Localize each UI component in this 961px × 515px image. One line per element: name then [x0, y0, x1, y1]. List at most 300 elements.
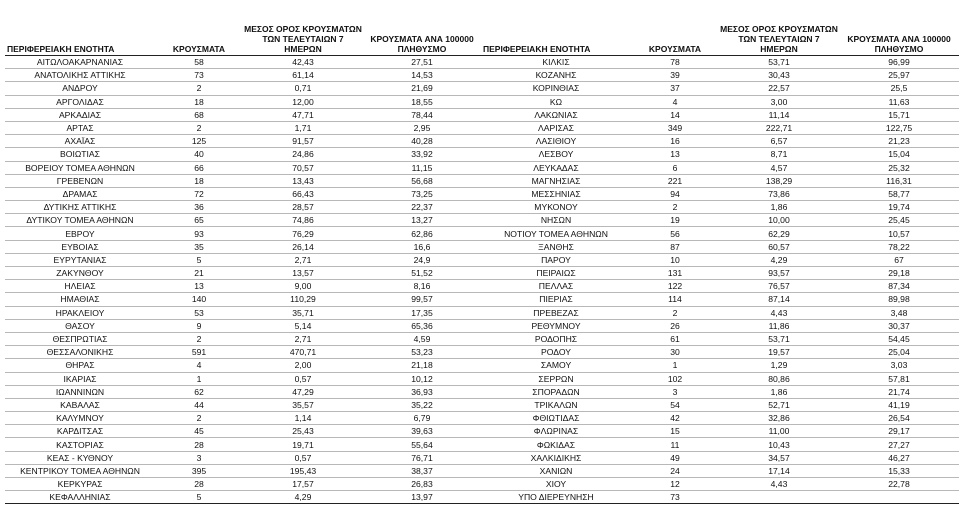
left-avg7-cell: 0,57	[243, 451, 363, 464]
left-region-cell: ΑΡΤΑΣ	[5, 121, 155, 134]
right-per100k-cell: 15,71	[839, 108, 959, 121]
left-per100k-header: ΚΡΟΥΣΜΑΤΑ ΑΝΑ 100000 ΠΛΗΘΥΣΜΟ	[363, 12, 481, 56]
left-region-cell: ΚΑΣΤΟΡΙΑΣ	[5, 438, 155, 451]
left-cases-header: ΚΡΟΥΣΜΑΤΑ	[155, 12, 243, 56]
right-cases-cell: 37	[631, 82, 719, 95]
left-avg7-cell: 9,00	[243, 280, 363, 293]
table-row	[5, 280, 959, 293]
right-avg7-cell: 6,57	[719, 135, 839, 148]
table-row	[5, 253, 959, 266]
left-region-cell: ΕΥΡΥΤΑΝΙΑΣ	[5, 253, 155, 266]
left-avg7-cell: 12,00	[243, 95, 363, 108]
left-per100k-cell: 21,18	[363, 359, 481, 372]
right-region-cell: ΦΛΩΡΙΝΑΣ	[481, 425, 631, 438]
left-per100k-cell: 62,86	[363, 227, 481, 240]
right-region-cell: ΛΑΚΩΝΙΑΣ	[481, 108, 631, 121]
right-per100k-cell: 21,74	[839, 385, 959, 398]
right-region-cell: ΡΟΔΟΥ	[481, 346, 631, 359]
right-cases-cell: 3	[631, 385, 719, 398]
right-region-cell: ΚΩ	[481, 95, 631, 108]
right-region-cell: ΥΠΟ ΔΙΕΡΕΥΝΗΣΗ	[481, 491, 631, 504]
right-per100k-cell: 67	[839, 253, 959, 266]
left-region-cell: ΚΕΑΣ - ΚΥΘΝΟΥ	[5, 451, 155, 464]
left-per100k-cell: 24,9	[363, 253, 481, 266]
left-cases-cell: 21	[155, 267, 243, 280]
left-cases-cell: 13	[155, 280, 243, 293]
right-per100k-cell: 25,97	[839, 69, 959, 82]
right-cases-cell: 10	[631, 253, 719, 266]
left-region-cell: ΖΑΚΥΝΘΟΥ	[5, 267, 155, 280]
left-cases-cell: 3	[155, 451, 243, 464]
left-avg7-cell: 2,00	[243, 359, 363, 372]
left-region-cell: ΘΕΣΣΑΛΟΝΙΚΗΣ	[5, 346, 155, 359]
right-region-cell: ΣΑΜΟΥ	[481, 359, 631, 372]
right-cases-cell: 78	[631, 56, 719, 69]
left-avg7-cell: 47,29	[243, 385, 363, 398]
right-region-cell: ΝΟΤΙΟΥ ΤΟΜΕΑ ΑΘΗΝΩΝ	[481, 227, 631, 240]
left-cases-cell: 2	[155, 121, 243, 134]
left-avg7-cell: 76,29	[243, 227, 363, 240]
left-per100k-cell: 36,93	[363, 385, 481, 398]
left-avg7-cell: 13,43	[243, 174, 363, 187]
right-region-cell: ΛΑΣΙΘΙΟΥ	[481, 135, 631, 148]
right-cases-cell: 131	[631, 267, 719, 280]
left-avg7-cell: 74,86	[243, 214, 363, 227]
right-avg7-cell: 87,14	[719, 293, 839, 306]
right-region-cell: ΜΥΚΟΝΟΥ	[481, 201, 631, 214]
right-avg7-cell: 1,86	[719, 385, 839, 398]
table-row	[5, 267, 959, 280]
table-row	[5, 319, 959, 332]
left-cases-cell: 62	[155, 385, 243, 398]
table-row	[5, 346, 959, 359]
right-per100k-cell: 78,22	[839, 240, 959, 253]
right-per100k-cell: 57,81	[839, 372, 959, 385]
table-row	[5, 201, 959, 214]
left-cases-cell: 140	[155, 293, 243, 306]
right-avg7-cell: 19,57	[719, 346, 839, 359]
right-region-cell: ΛΕΣΒΟΥ	[481, 148, 631, 161]
left-avg7-cell: 70,57	[243, 161, 363, 174]
left-cases-cell: 65	[155, 214, 243, 227]
right-avg7-cell: 11,00	[719, 425, 839, 438]
left-cases-cell: 5	[155, 491, 243, 504]
left-per100k-cell: 55,64	[363, 438, 481, 451]
left-per100k-cell: 39,63	[363, 425, 481, 438]
right-cases-cell: 87	[631, 240, 719, 253]
left-region-cell: ΑΝΑΤΟΛΙΚΗΣ ΑΤΤΙΚΗΣ	[5, 69, 155, 82]
right-region-header: ΠΕΡΙΦΕΡΕΙΑΚΗ ΕΝΟΤΗΤΑ	[481, 12, 631, 56]
right-avg7-cell: 11,14	[719, 108, 839, 121]
left-cases-cell: 72	[155, 187, 243, 200]
right-avg7-cell: 138,29	[719, 174, 839, 187]
left-per100k-cell: 40,28	[363, 135, 481, 148]
table-row	[5, 121, 959, 134]
left-region-cell: ΗΛΕΙΑΣ	[5, 280, 155, 293]
right-per100k-cell: 41,19	[839, 398, 959, 411]
right-avg7-cell: 1,29	[719, 359, 839, 372]
right-region-cell: ΧΑΛΚΙΔΙΚΗΣ	[481, 451, 631, 464]
right-cases-cell: 4	[631, 95, 719, 108]
left-avg7-cell: 19,71	[243, 438, 363, 451]
left-per100k-cell: 65,36	[363, 319, 481, 332]
left-region-cell: ΑΙΤΩΛΟΑΚΑΡΝΑΝΙΑΣ	[5, 56, 155, 69]
left-avg7-cell: 0,57	[243, 372, 363, 385]
left-cases-cell: 18	[155, 95, 243, 108]
right-region-cell: ΜΑΓΝΗΣΙΑΣ	[481, 174, 631, 187]
left-per100k-cell: 38,37	[363, 464, 481, 477]
right-region-cell: ΦΩΚΙΔΑΣ	[481, 438, 631, 451]
right-avg7-cell: 8,71	[719, 148, 839, 161]
right-cases-cell: 39	[631, 69, 719, 82]
left-avg7-cell: 35,57	[243, 398, 363, 411]
table-row	[5, 148, 959, 161]
left-region-cell: ΚΑΛΥΜΝΟΥ	[5, 412, 155, 425]
table-row	[5, 293, 959, 306]
table-row	[5, 306, 959, 319]
right-region-cell: ΠΙΕΡΙΑΣ	[481, 293, 631, 306]
right-per100k-cell: 29,18	[839, 267, 959, 280]
right-cases-cell: 30	[631, 346, 719, 359]
right-per100k-cell: 15,04	[839, 148, 959, 161]
right-avg7-cell	[719, 491, 839, 504]
right-per100k-cell: 22,78	[839, 478, 959, 491]
left-per100k-cell: 26,83	[363, 478, 481, 491]
right-region-cell: ΛΑΡΙΣΑΣ	[481, 121, 631, 134]
right-cases-cell: 102	[631, 372, 719, 385]
left-region-cell: ΚΑΡΔΙΤΣΑΣ	[5, 425, 155, 438]
left-per100k-cell: 11,15	[363, 161, 481, 174]
left-per100k-cell: 99,57	[363, 293, 481, 306]
right-region-cell: ΚΟΡΙΝΘΙΑΣ	[481, 82, 631, 95]
table-body	[5, 56, 959, 504]
right-cases-header: ΚΡΟΥΣΜΑΤΑ	[631, 12, 719, 56]
left-avg7-cell: 13,57	[243, 267, 363, 280]
table-row	[5, 372, 959, 385]
right-region-cell: ΧΙΟΥ	[481, 478, 631, 491]
right-region-cell: ΡΟΔΟΠΗΣ	[481, 332, 631, 345]
right-region-cell: ΦΘΙΩΤΙΔΑΣ	[481, 412, 631, 425]
left-per100k-cell: 18,55	[363, 95, 481, 108]
left-avg7-cell: 24,86	[243, 148, 363, 161]
right-avg7-cell: 4,43	[719, 478, 839, 491]
right-per100k-cell: 10,57	[839, 227, 959, 240]
left-per100k-cell: 33,92	[363, 148, 481, 161]
left-avg7-cell: 25,43	[243, 425, 363, 438]
left-cases-cell: 2	[155, 82, 243, 95]
right-region-cell: ΠΕΙΡΑΙΩΣ	[481, 267, 631, 280]
left-cases-cell: 2	[155, 332, 243, 345]
left-region-cell: ΕΥΒΟΙΑΣ	[5, 240, 155, 253]
right-per100k-cell: 87,34	[839, 280, 959, 293]
right-avg7-cell: 32,86	[719, 412, 839, 425]
right-avg7-cell: 4,57	[719, 161, 839, 174]
right-per100k-cell: 25,32	[839, 161, 959, 174]
left-avg7-cell: 28,57	[243, 201, 363, 214]
left-region-cell: ΑΝΔΡΟΥ	[5, 82, 155, 95]
right-avg7-cell: 73,86	[719, 187, 839, 200]
right-avg7-cell: 60,57	[719, 240, 839, 253]
left-region-cell: ΘΕΣΠΡΩΤΙΑΣ	[5, 332, 155, 345]
right-cases-cell: 122	[631, 280, 719, 293]
right-per100k-cell	[839, 491, 959, 504]
right-cases-cell: 14	[631, 108, 719, 121]
right-avg7-cell: 10,43	[719, 438, 839, 451]
right-avg7-cell: 62,29	[719, 227, 839, 240]
right-region-cell: ΜΕΣΣΗΝΙΑΣ	[481, 187, 631, 200]
left-cases-cell: 591	[155, 346, 243, 359]
left-cases-cell: 66	[155, 161, 243, 174]
right-per100k-cell: 15,33	[839, 464, 959, 477]
right-avg7-cell: 3,00	[719, 95, 839, 108]
left-region-cell: ΗΜΑΘΙΑΣ	[5, 293, 155, 306]
table-row	[5, 95, 959, 108]
right-region-cell: ΣΠΟΡΑΔΩΝ	[481, 385, 631, 398]
cases-table	[5, 12, 959, 504]
table-row	[5, 187, 959, 200]
left-region-cell: ΙΚΑΡΙΑΣ	[5, 372, 155, 385]
left-cases-cell: 9	[155, 319, 243, 332]
right-per100k-cell: 29,17	[839, 425, 959, 438]
right-cases-cell: 73	[631, 491, 719, 504]
right-cases-cell: 42	[631, 412, 719, 425]
right-cases-cell: 26	[631, 319, 719, 332]
left-cases-cell: 44	[155, 398, 243, 411]
right-cases-cell: 56	[631, 227, 719, 240]
right-cases-cell: 12	[631, 478, 719, 491]
table-row	[5, 240, 959, 253]
left-per100k-cell: 2,95	[363, 121, 481, 134]
right-region-cell: ΝΗΣΩΝ	[481, 214, 631, 227]
right-avg7-cell: 53,71	[719, 332, 839, 345]
table-row	[5, 227, 959, 240]
right-avg7-cell: 53,71	[719, 56, 839, 69]
right-avg7-cell: 34,57	[719, 451, 839, 464]
right-per100k-cell: 3,03	[839, 359, 959, 372]
table-row	[5, 56, 959, 69]
right-per100k-cell: 25,45	[839, 214, 959, 227]
table-row	[5, 385, 959, 398]
right-cases-cell: 15	[631, 425, 719, 438]
right-region-cell: ΣΕΡΡΩΝ	[481, 372, 631, 385]
table-row	[5, 464, 959, 477]
right-avg7-cell: 11,86	[719, 319, 839, 332]
right-avg7-cell: 4,43	[719, 306, 839, 319]
right-avg7-cell: 30,43	[719, 69, 839, 82]
left-avg7-cell: 195,43	[243, 464, 363, 477]
right-cases-cell: 114	[631, 293, 719, 306]
left-region-cell: ΘΑΣΟΥ	[5, 319, 155, 332]
left-per100k-cell: 21,69	[363, 82, 481, 95]
right-region-cell: ΠΑΡΟΥ	[481, 253, 631, 266]
left-cases-cell: 28	[155, 478, 243, 491]
right-cases-cell: 19	[631, 214, 719, 227]
left-avg7-cell: 26,14	[243, 240, 363, 253]
left-region-cell: ΔΥΤΙΚΟΥ ΤΟΜΕΑ ΑΘΗΝΩΝ	[5, 214, 155, 227]
left-per100k-cell: 78,44	[363, 108, 481, 121]
right-cases-cell: 94	[631, 187, 719, 200]
left-avg7-header: ΜΕΣΟΣ ΟΡΟΣ ΚΡΟΥΣΜΑΤΩΝ ΤΩΝ ΤΕΛΕΥΤΑΙΩΝ 7 ΗΜΕΡΩΝ	[243, 12, 363, 56]
right-avg7-cell: 17,14	[719, 464, 839, 477]
right-avg7-cell: 1,86	[719, 201, 839, 214]
left-cases-cell: 35	[155, 240, 243, 253]
right-per100k-cell: 19,74	[839, 201, 959, 214]
left-avg7-cell: 2,71	[243, 253, 363, 266]
right-per100k-cell: 46,27	[839, 451, 959, 464]
right-per100k-cell: 58,77	[839, 187, 959, 200]
right-region-cell: ΤΡΙΚΑΛΩΝ	[481, 398, 631, 411]
table-row	[5, 82, 959, 95]
left-per100k-cell: 14,53	[363, 69, 481, 82]
left-region-cell: ΔΥΤΙΚΗΣ ΑΤΤΙΚΗΣ	[5, 201, 155, 214]
table-row	[5, 174, 959, 187]
left-region-cell: ΑΡΚΑΔΙΑΣ	[5, 108, 155, 121]
table-row	[5, 398, 959, 411]
left-avg7-cell: 17,57	[243, 478, 363, 491]
table-row	[5, 478, 959, 491]
left-per100k-cell: 6,79	[363, 412, 481, 425]
right-per100k-cell: 30,37	[839, 319, 959, 332]
right-region-cell: ΡΕΘΥΜΝΟΥ	[481, 319, 631, 332]
table-row	[5, 359, 959, 372]
left-per100k-cell: 13,27	[363, 214, 481, 227]
left-region-cell: ΚΕΦΑΛΛΗΝΙΑΣ	[5, 491, 155, 504]
left-region-cell: ΒΟΡΕΙΟΥ ΤΟΜΕΑ ΑΘΗΝΩΝ	[5, 161, 155, 174]
left-per100k-cell: 8,16	[363, 280, 481, 293]
left-cases-cell: 93	[155, 227, 243, 240]
left-region-cell: ΚΕΡΚΥΡΑΣ	[5, 478, 155, 491]
right-avg7-cell: 10,00	[719, 214, 839, 227]
table-row	[5, 69, 959, 82]
right-region-cell: ΚΙΛΚΙΣ	[481, 56, 631, 69]
right-cases-cell: 13	[631, 148, 719, 161]
right-avg7-cell: 80,86	[719, 372, 839, 385]
left-avg7-cell: 61,14	[243, 69, 363, 82]
left-cases-cell: 125	[155, 135, 243, 148]
left-avg7-cell: 110,29	[243, 293, 363, 306]
left-cases-cell: 45	[155, 425, 243, 438]
left-region-cell: ΑΡΓΟΛΙΔΑΣ	[5, 95, 155, 108]
right-avg7-header: ΜΕΣΟΣ ΟΡΟΣ ΚΡΟΥΣΜΑΤΩΝ ΤΩΝ ΤΕΛΕΥΤΑΙΩΝ 7 ΗΜΕΡΩΝ	[719, 12, 839, 56]
right-avg7-cell: 22,57	[719, 82, 839, 95]
right-avg7-cell: 222,71	[719, 121, 839, 134]
left-per100k-cell: 53,23	[363, 346, 481, 359]
left-region-cell: ΗΡΑΚΛΕΙΟΥ	[5, 306, 155, 319]
left-per100k-cell: 13,97	[363, 491, 481, 504]
left-cases-cell: 68	[155, 108, 243, 121]
right-avg7-cell: 76,57	[719, 280, 839, 293]
table-row	[5, 135, 959, 148]
left-per100k-cell: 16,6	[363, 240, 481, 253]
left-cases-cell: 5	[155, 253, 243, 266]
left-per100k-cell: 10,12	[363, 372, 481, 385]
left-avg7-cell: 470,71	[243, 346, 363, 359]
table-row	[5, 412, 959, 425]
right-per100k-cell: 116,31	[839, 174, 959, 187]
table-row	[5, 438, 959, 451]
table-row	[5, 108, 959, 121]
right-region-cell: ΞΑΝΘΗΣ	[481, 240, 631, 253]
right-region-cell: ΚΟΖΑΝΗΣ	[481, 69, 631, 82]
left-avg7-cell: 35,71	[243, 306, 363, 319]
right-per100k-cell: 11,63	[839, 95, 959, 108]
left-cases-cell: 53	[155, 306, 243, 319]
left-avg7-cell: 4,29	[243, 491, 363, 504]
table-row	[5, 491, 959, 504]
right-cases-cell: 2	[631, 201, 719, 214]
left-per100k-cell: 73,25	[363, 187, 481, 200]
left-per100k-cell: 51,52	[363, 267, 481, 280]
left-region-cell: ΚΑΒΑΛΑΣ	[5, 398, 155, 411]
header-row	[5, 12, 959, 56]
right-cases-cell: 6	[631, 161, 719, 174]
right-cases-cell: 11	[631, 438, 719, 451]
right-per100k-cell: 26,54	[839, 412, 959, 425]
left-region-cell: ΕΒΡΟΥ	[5, 227, 155, 240]
right-cases-cell: 2	[631, 306, 719, 319]
left-avg7-cell: 2,71	[243, 332, 363, 345]
right-avg7-cell: 4,29	[719, 253, 839, 266]
right-avg7-cell: 52,71	[719, 398, 839, 411]
left-per100k-cell: 4,59	[363, 332, 481, 345]
right-per100k-cell: 21,23	[839, 135, 959, 148]
table-row	[5, 332, 959, 345]
right-per100k-cell: 89,98	[839, 293, 959, 306]
right-cases-cell: 24	[631, 464, 719, 477]
right-per100k-cell: 25,5	[839, 82, 959, 95]
left-region-cell: ΚΕΝΤΡΙΚΟΥ ΤΟΜΕΑ ΑΘΗΝΩΝ	[5, 464, 155, 477]
table-row	[5, 161, 959, 174]
left-cases-cell: 58	[155, 56, 243, 69]
right-per100k-cell: 27,27	[839, 438, 959, 451]
left-cases-cell: 395	[155, 464, 243, 477]
left-region-cell: ΘΗΡΑΣ	[5, 359, 155, 372]
left-avg7-cell: 91,57	[243, 135, 363, 148]
right-cases-cell: 16	[631, 135, 719, 148]
right-per100k-cell: 122,75	[839, 121, 959, 134]
left-avg7-cell: 47,71	[243, 108, 363, 121]
right-per100k-cell: 54,45	[839, 332, 959, 345]
table-row	[5, 425, 959, 438]
left-region-cell: ΙΩΑΝΝΙΝΩΝ	[5, 385, 155, 398]
right-region-cell: ΧΑΝΙΩΝ	[481, 464, 631, 477]
left-avg7-cell: 1,71	[243, 121, 363, 134]
left-region-cell: ΓΡΕΒΕΝΩΝ	[5, 174, 155, 187]
left-cases-cell: 28	[155, 438, 243, 451]
left-region-cell: ΑΧΑΪΑΣ	[5, 135, 155, 148]
right-per100k-cell: 96,99	[839, 56, 959, 69]
right-cases-cell: 1	[631, 359, 719, 372]
left-per100k-cell: 22,37	[363, 201, 481, 214]
left-avg7-cell: 66,43	[243, 187, 363, 200]
right-cases-cell: 61	[631, 332, 719, 345]
left-cases-cell: 73	[155, 69, 243, 82]
left-avg7-cell: 5,14	[243, 319, 363, 332]
right-region-cell: ΠΕΛΛΑΣ	[481, 280, 631, 293]
right-region-cell: ΠΡΕΒΕΖΑΣ	[481, 306, 631, 319]
left-per100k-cell: 27,51	[363, 56, 481, 69]
left-cases-cell: 40	[155, 148, 243, 161]
left-avg7-cell: 0,71	[243, 82, 363, 95]
right-avg7-cell: 93,57	[719, 267, 839, 280]
left-avg7-cell: 42,43	[243, 56, 363, 69]
table-row	[5, 451, 959, 464]
left-per100k-cell: 35,22	[363, 398, 481, 411]
right-per100k-cell: 3,48	[839, 306, 959, 319]
left-cases-cell: 2	[155, 412, 243, 425]
right-cases-cell: 49	[631, 451, 719, 464]
table-row	[5, 214, 959, 227]
